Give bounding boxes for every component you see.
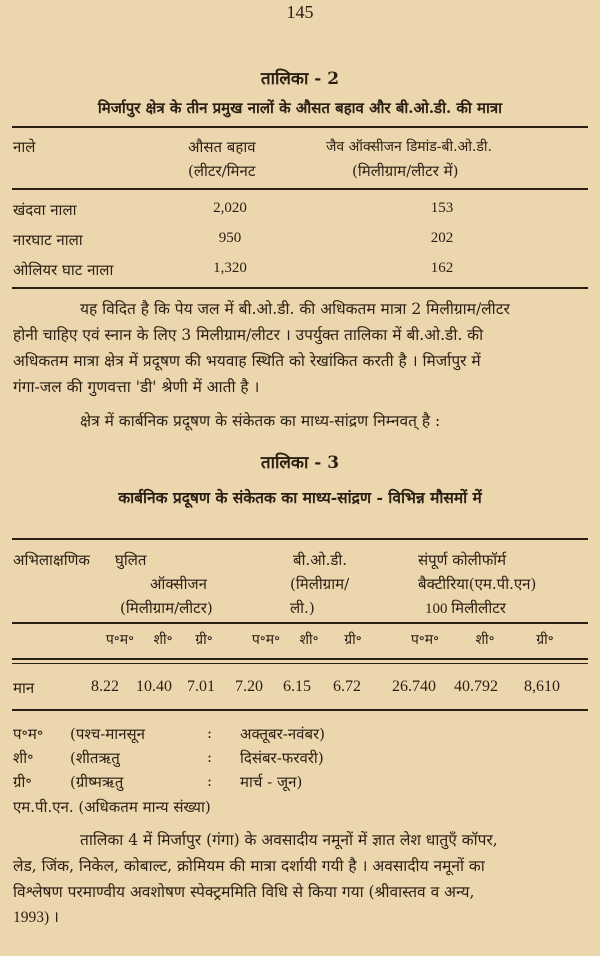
table3-value: 8.22 bbox=[91, 678, 119, 695]
paragraph3-line: विश्लेषण परमाण्वीय अवशोषण स्पेक्ट्रममिति विधि से किया गया (श्रीवास्तव व अन्य, bbox=[13, 883, 475, 901]
table2-col-flow-unit: (लीटर/मिनट bbox=[188, 162, 256, 180]
table3-value: 6.72 bbox=[333, 678, 361, 695]
table2-title: मिर्जापुर क्षेत्र के तीन प्रमुख नालों के औसत बहाव और बी.ओ.डी. की मात्रा bbox=[97, 99, 503, 117]
table2-row-name: ओलियर घाट नाला bbox=[13, 261, 114, 279]
paragraph1-line: अधिकतम मात्रा क्षेत्र में प्रदूषण की भयवाह स्थिति को रेखांकित करती है । मिर्जापुर में bbox=[13, 352, 481, 370]
legend-months: अक्तूबर-नवंबर) bbox=[240, 725, 326, 743]
legend-desc: (ग्रीष्मऋतु bbox=[70, 773, 124, 791]
table3-col-do-unit: (मिलीग्राम/लीटर) bbox=[120, 599, 213, 617]
table3-season-rule-2 bbox=[12, 663, 588, 664]
season-label: शी॰ bbox=[299, 632, 319, 648]
table2-col-drain: नाले bbox=[13, 138, 36, 156]
legend-sep: : bbox=[207, 724, 213, 742]
table3-value: 8,610 bbox=[524, 678, 560, 695]
table2-row-flow: 1,320 bbox=[213, 260, 247, 276]
paragraph3-line: लेड, जिंक, निकेल, कोबाल्ट, क्रोमियम की मात्रा दर्शायी गयी है । अवसादीय नमूनों का bbox=[13, 857, 485, 875]
legend-months: दिसंबर-फरवरी) bbox=[240, 749, 324, 767]
season-label: शी॰ bbox=[475, 632, 495, 648]
table2-row-bod: 153 bbox=[430, 200, 454, 216]
table2-row-flow: 950 bbox=[218, 230, 242, 246]
table3-value: 6.15 bbox=[283, 678, 311, 695]
table2-row-flow: 2,020 bbox=[213, 200, 247, 216]
table3-col-characteristic: अभिलाक्षणिक bbox=[13, 551, 90, 569]
legend-sep: : bbox=[207, 772, 213, 790]
legend-desc: (पश्च-मानसून bbox=[70, 725, 145, 743]
table3-value: 7.20 bbox=[235, 678, 263, 695]
table3-value: 26.740 bbox=[392, 678, 436, 695]
season-label: शी॰ bbox=[153, 632, 173, 648]
season-label: ग्री॰ bbox=[195, 632, 213, 648]
table3-heading: तालिका - 3 bbox=[260, 453, 340, 473]
paragraph3-line: तालिका 4 में मिर्जापुर (गंगा) के अवसादीय नमूनों में ज्ञात लेश धातुएँ कॉपर, bbox=[80, 831, 498, 849]
page-number: 145 bbox=[286, 2, 314, 22]
table3-col-bod-unit: (मिलीग्राम/ bbox=[290, 575, 350, 593]
table3-title: कार्बनिक प्रदूषण के संकेतक का माध्य-सांद्रण - विभिन्न मौसमों में bbox=[118, 488, 482, 507]
legend-sep: : bbox=[207, 748, 213, 766]
season-label: ग्री॰ bbox=[536, 632, 554, 648]
season-label: ग्री॰ bbox=[344, 632, 362, 648]
season-label: प॰म॰ bbox=[410, 632, 440, 648]
paragraph1-line: यह विदित है कि पेय जल में बी.ओ.डी. की अधिकतम मात्रा 2 मिलीग्राम/लीटर bbox=[80, 300, 510, 318]
table3-col-do: घुलित bbox=[115, 551, 147, 569]
table2-col-bod: जैव ऑक्सीजन डिमांड-बी.ओ.डी. bbox=[326, 139, 492, 155]
table2-row-bod: 202 bbox=[430, 230, 454, 246]
table2-top-rule bbox=[12, 126, 588, 128]
table3-value: 10.40 bbox=[136, 678, 172, 695]
table3-col-bod-unit2: ली.) bbox=[290, 599, 315, 617]
legend-abbr: ग्री॰ bbox=[13, 773, 32, 791]
season-label: प॰म॰ bbox=[251, 632, 281, 648]
table3-value: 40.792 bbox=[454, 678, 498, 695]
paragraph2: क्षेत्र में कार्बनिक प्रदूषण के संकेतक का माध्य-सांद्रण निम्नवत् है : bbox=[80, 412, 441, 430]
table2-row-bod: 162 bbox=[430, 260, 454, 276]
table2-heading: तालिका - 2 bbox=[260, 69, 340, 89]
table3-row-label: मान bbox=[13, 679, 35, 697]
paragraph3-line: 1993) । bbox=[13, 909, 59, 926]
table3-bottom-rule bbox=[12, 709, 588, 711]
table3-col-coliform-unit: 100 मिलीलीटर bbox=[425, 601, 506, 617]
mpn-note: एम.पी.एन. (अधिकतम मान्य संख्या) bbox=[13, 798, 211, 816]
table3-col-do-line2: ऑक्सीजन bbox=[150, 575, 207, 593]
table3-season-rule-1 bbox=[12, 658, 588, 660]
legend-desc: (शीतऋतु bbox=[70, 749, 120, 767]
table2-col-bod-unit: (मिलीग्राम/लीटर में) bbox=[352, 162, 459, 180]
paragraph1-line: होनी चाहिए एवं स्नान के लिए 3 मिलीग्राम/लीटर । उपर्युक्त तालिका में बी.ओ.डी. की bbox=[13, 326, 484, 344]
table3-top-rule bbox=[12, 538, 588, 540]
table2-row-name: नारघाट नाला bbox=[13, 231, 83, 249]
table3-col-bod: बी.ओ.डी. bbox=[293, 551, 348, 569]
table3-value: 7.01 bbox=[187, 678, 215, 695]
table2-row-name: खंदवा नाला bbox=[13, 201, 77, 219]
table3-col-coliform-line2: बैक्टीरिया(एम.पी.एन) bbox=[418, 575, 537, 593]
legend-months: मार्च - जून) bbox=[240, 773, 303, 791]
season-label: प॰म॰ bbox=[105, 632, 135, 648]
paragraph1-line: गंगा-जल की गुणवत्ता 'डी' श्रेणी में आती है । bbox=[13, 378, 260, 396]
table2-header-rule bbox=[12, 188, 588, 190]
table2-col-flow: औसत बहाव bbox=[188, 138, 256, 156]
table3-header-rule bbox=[12, 622, 588, 624]
legend-abbr: प॰म॰ bbox=[13, 725, 44, 743]
table3-col-coliform: संपूर्ण कोलीफॉर्म bbox=[418, 551, 507, 569]
legend-abbr: शी॰ bbox=[13, 749, 34, 767]
table2-bottom-rule bbox=[12, 287, 588, 289]
